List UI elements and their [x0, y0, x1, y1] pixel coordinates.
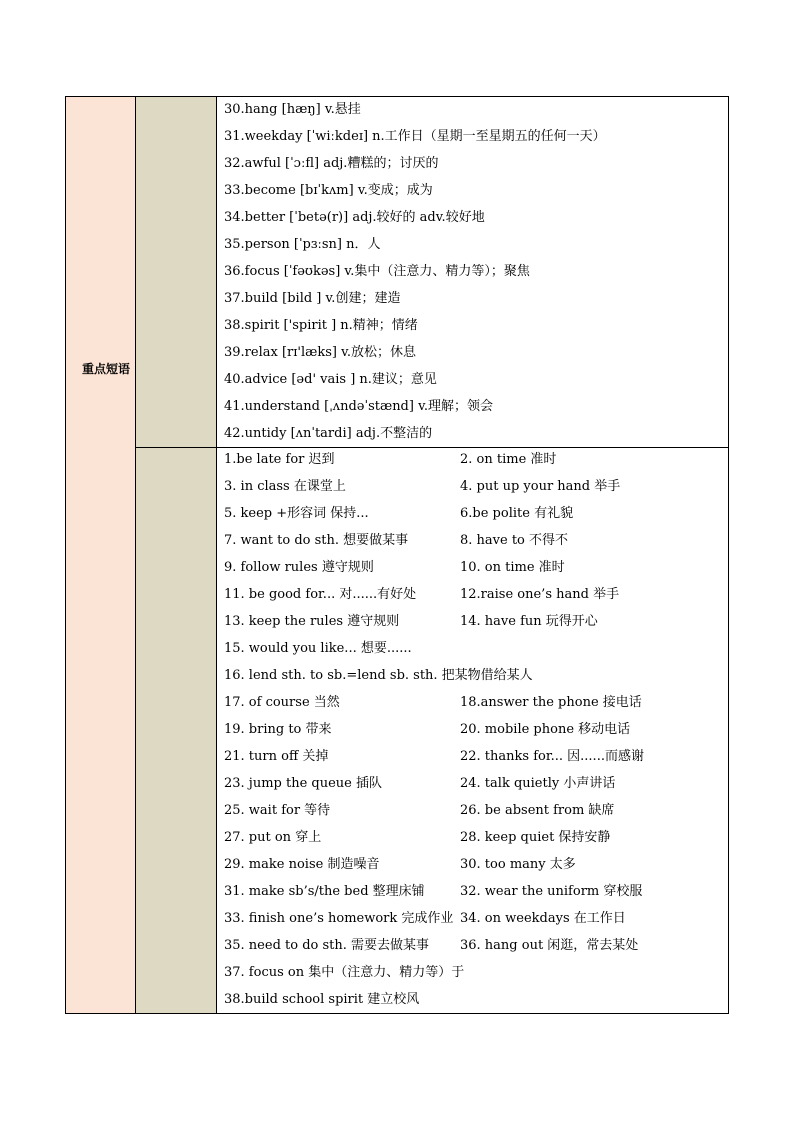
vocab-entry: 42.untidy [ʌnˈtardi] adj.不整洁的: [224, 426, 433, 441]
phrase-entry: 19. bring to 带来: [224, 722, 332, 737]
phrase-entry: 36. hang out 闲逛，常去某处: [460, 938, 639, 953]
phrase-entry: 22. thanks for... 因......而感谢: [460, 749, 644, 764]
phrase-entry: 12.raise one’s hand 举手: [460, 587, 620, 602]
vocab-entry: 38.spirit ['spirit ] n.精神；情绪: [224, 318, 418, 333]
phrase-entry: 4. put up your hand 举手: [460, 479, 621, 494]
phrase-entry: 3. in class 在课堂上: [224, 479, 346, 494]
phrase-entry: 23. jump the queue 插队: [224, 776, 382, 791]
phrase-entry: 10. on time 准时: [460, 560, 565, 575]
category-cell-phrases: [136, 448, 217, 1014]
unit-column: [65, 96, 136, 1014]
vocab-entry: 36.focus [ˈfəʊkəs] v.集中（注意力、精力等）；聚焦: [224, 264, 530, 279]
vocab-entry: 33.become [bɪˈkʌm] v.变成；成为: [224, 183, 433, 198]
vocab-entry: 37.build [bild ] v.创建；建造: [224, 291, 401, 306]
phrase-entry: 28. keep quiet 保持安静: [460, 830, 611, 845]
phrase-entry: 7. want to do sth. 想要做某事: [224, 533, 409, 548]
phrase-entry: 11. be good for... 对......有好处: [224, 587, 417, 602]
phrase-entry: 2. on time 准时: [460, 452, 557, 467]
phrase-entry: 9. follow rules 遵守规则: [224, 560, 374, 575]
phrase-entry: 27. put on 穿上: [224, 830, 322, 845]
vocab-entry: 39.relax [rɪ'læks] v.放松；休息: [224, 345, 417, 360]
phrase-entry: 29. make noise 制造噪音: [224, 857, 380, 872]
phrase-entry: 38.build school spirit 建立校风: [224, 992, 420, 1007]
phrase-entry: 14. have fun 玩得开心: [460, 614, 598, 629]
phrase-entry: 32. wear the uniform 穿校服: [460, 884, 643, 899]
phrase-entry: 16. lend sth. to sb.=lend sb. sth. 把某物借给某人: [224, 668, 533, 683]
vocab-entry: 40.advice [əd' vais ] n.建议；意见: [224, 372, 437, 387]
vocab-entry: 41.understand [ˌʌndəˈstænd] v.理解；领会: [224, 399, 494, 414]
phrase-entry: 18.answer the phone 接电话: [460, 695, 642, 710]
phrase-entry: 34. on weekdays 在工作日: [460, 911, 626, 926]
phrase-entry: 8. have to 不得不: [460, 533, 569, 548]
phrase-entry: 1.be late for 迟到: [224, 452, 335, 467]
vocab-entry: 31.weekday [ˈwiːkdeɪ] n.工作日（星期一至星期五的任何一天）: [224, 129, 606, 144]
phrase-entry: 6.be polite 有礼貌: [460, 506, 574, 521]
phrase-entry: 15. would you like... 想要......: [224, 641, 412, 656]
vocab-entry: 32.awful [ˈɔːfl] adj.糟糕的；讨厌的: [224, 156, 439, 171]
phrase-entry: 17. of course 当然: [224, 695, 340, 710]
category-cell-words: [136, 96, 217, 448]
phrase-entry: 21. turn off 关掉: [224, 749, 329, 764]
vocab-entry: 30.hang [hæŋ] v.悬挂: [224, 102, 361, 117]
section-label: 重点短语: [82, 362, 131, 376]
vocab-entry: 34.better [ˈbetə(r)] adj.较好的 adv.较好地: [224, 210, 485, 225]
phrase-entry: 33. finish one’s homework 完成作业: [224, 911, 454, 926]
phrase-entry: 20. mobile phone 移动电话: [460, 722, 631, 737]
phrase-entry: 25. wait for 等待: [224, 803, 331, 818]
vocab-table: [65, 96, 729, 1014]
phrase-entry: 26. be absent from 缺席: [460, 803, 615, 818]
phrase-entry: 35. need to do sth. 需要去做某事: [224, 938, 430, 953]
phrase-entry: 31. make sb’s/the bed 整理床铺: [224, 884, 425, 899]
phrase-entry: 5. keep +形容词 保持...: [224, 506, 369, 521]
phrase-entry: 24. talk quietly 小声讲话: [460, 776, 616, 791]
vocab-entry: 35.person [ˈpɜːsn] n．人: [224, 237, 381, 252]
phrase-entry: 37. focus on 集中（注意力、精力等）于: [224, 965, 465, 980]
phrase-entry: 30. too many 太多: [460, 857, 576, 872]
phrase-entry: 13. keep the rules 遵守规则: [224, 614, 400, 629]
